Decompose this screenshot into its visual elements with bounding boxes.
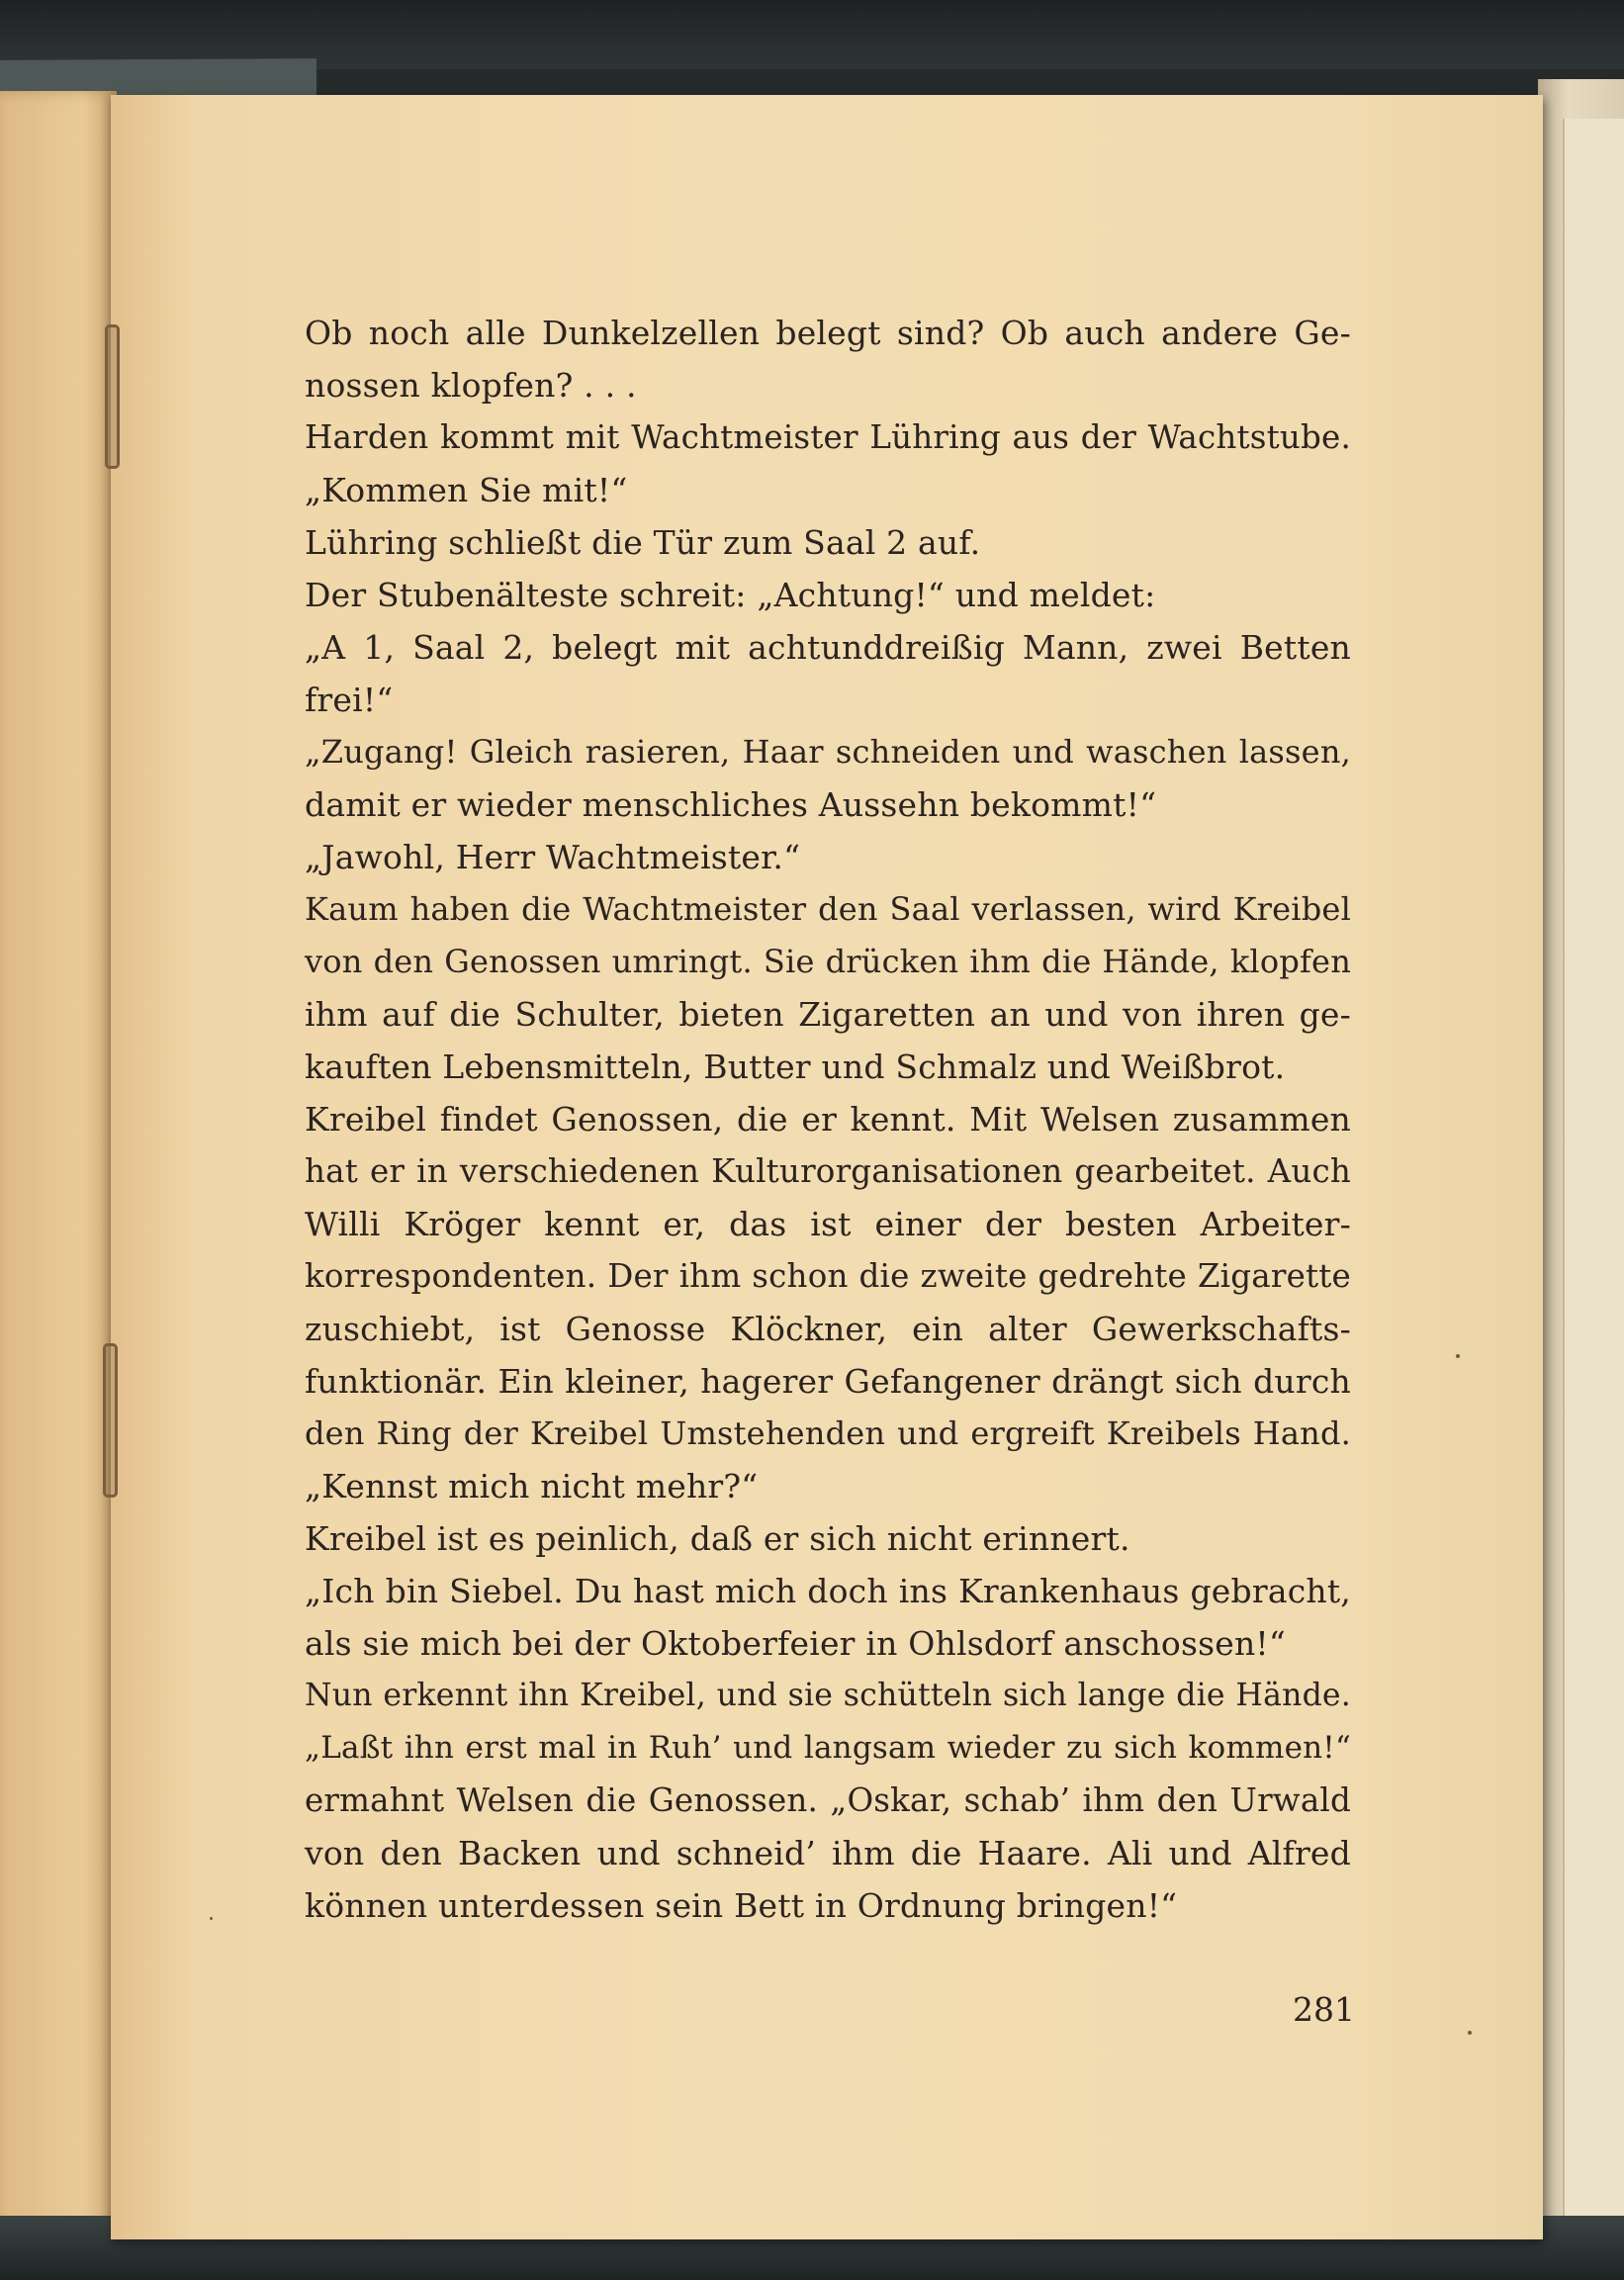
text-line: den Ring der Kreibel Umstehenden und ergreift Kreibels Hand. [305,1414,1351,1452]
paper-speck [1456,1354,1460,1358]
staple-top-icon [105,324,120,469]
text-line: funktionär. Ein kleiner, hagerer Gefangener drängt sich durch [305,1362,1351,1401]
text-line: damit er wieder menschliches Aussehn bekommt!“ [305,785,1157,824]
body-text [305,307,1351,1932]
text-line: Kreibel ist es peinlich, daß er sich nicht erinnert. [305,1519,1130,1558]
text-line: Ob noch alle Dunkelzellen belegt sind? Ob auch andere Ge- [305,314,1351,352]
text-line: „Laßt ihn erst mal in Ruh’ und langsam wieder zu sich kommen!“ [305,1730,1351,1766]
text-line: Nun erkennt ihn Kreibel, und sie schütteln sich lange die Hände. [305,1678,1351,1713]
text-line: als sie mich bei der Oktoberfeier in Ohlsdorf anschossen!“ [305,1624,1286,1663]
text-line: von den Backen und schneid’ ihm die Haare. Ali und Alfred [305,1834,1351,1872]
paper-speck [1468,2031,1472,2035]
text-line: zuschiebt, ist Genosse Klöckner, ein alter Gewerkschafts- [305,1310,1351,1348]
text-line: kauften Lebensmitteln, Butter und Schmalz und Weißbrot. [305,1048,1286,1086]
text-line: ermahnt Welsen die Genossen. „Oskar, schab’ ihm den Urwald [305,1781,1351,1819]
text-line: Lühring schließt die Tür zum Saal 2 auf. [305,523,981,562]
facing-page-edge [0,91,117,2237]
text-line: nossen klopfen? . . . [305,366,637,405]
text-line: „Kommen Sie mit!“ [305,471,628,509]
text-line: von den Genossen umringt. Sie drücken ihm die Hände, klopfen [305,943,1351,980]
staple-bottom-icon [103,1343,118,1498]
text-line: können unterdessen sein Bett in Ordnung bringen!“ [305,1886,1178,1925]
text-line: korrespondenten. Der ihm schon die zweite gedrehte Zigarette [305,1257,1351,1295]
text-line: frei!“ [305,681,394,719]
text-line: „Jawohl, Herr Wachtmeister.“ [305,838,801,876]
text-line: Der Stubenälteste schreit: „Achtung!“ und meldet: [305,576,1156,614]
text-line: „Kennst mich nicht mehr?“ [305,1467,759,1505]
paper-speck [210,1917,213,1920]
text-line: „Ich bin Siebel. Du hast mich doch ins Krankenhaus gebracht, [305,1572,1351,1610]
text-line: Willi Kröger kennt er, das ist einer der besten Arbeiter- [305,1205,1351,1243]
text-line: ihm auf die Schulter, bieten Zigaretten an und von ihren ge- [305,995,1351,1034]
following-page [1563,119,1624,2216]
text-line: Kreibel findet Genossen, die er kennt. Mit Welsen zusammen [305,1100,1351,1139]
text-line: Kaum haben die Wachtmeister den Saal verlassen, wird Kreibel [305,890,1351,928]
text-line: Harden kommt mit Wachtmeister Lühring aus der Wachtstube. [305,418,1351,456]
text-line: hat er in verschiedenen Kulturorganisationen gearbeitet. Auch [305,1152,1351,1190]
text-line: „A 1, Saal 2, belegt mit achtunddreißig Mann, zwei Betten [305,628,1351,667]
text-line: „Zugang! Gleich rasieren, Haar schneiden und waschen lassen, [305,733,1351,771]
page-number: 281 [1293,1990,1355,2029]
